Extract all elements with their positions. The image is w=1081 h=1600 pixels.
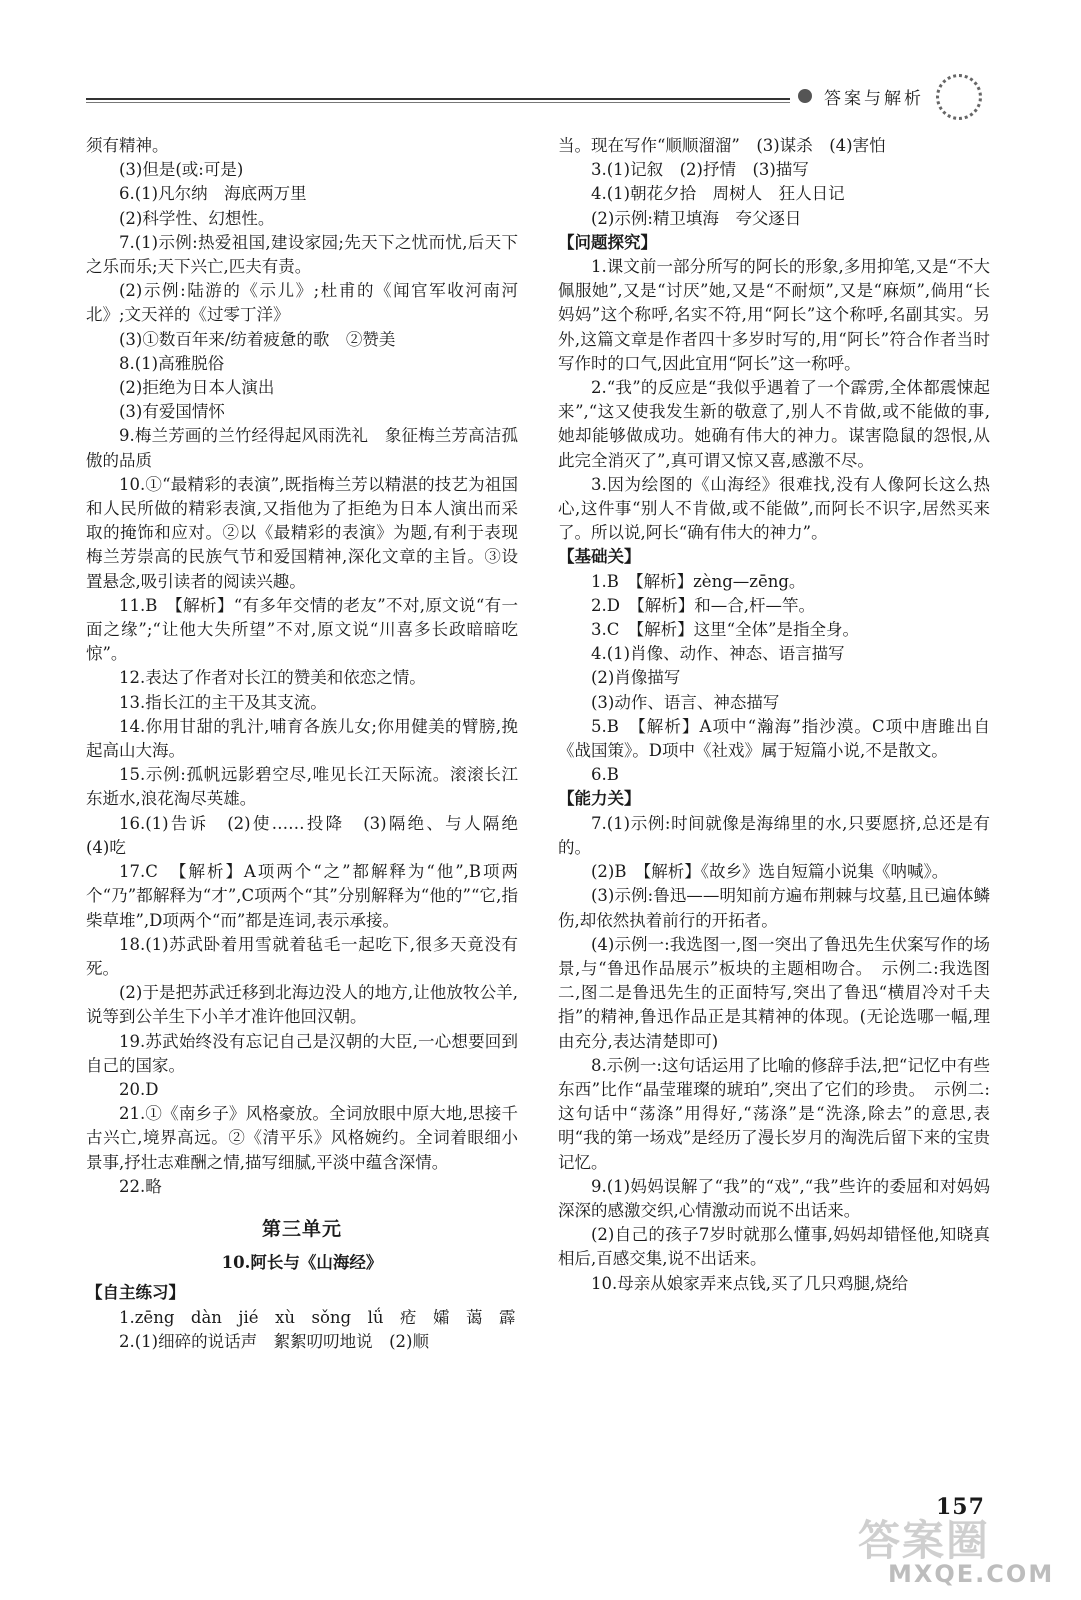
left-column: [86, 134, 535, 1354]
answer-line: (3)有爱国情怀: [119, 402, 225, 422]
answer-line: 9.梅兰芳画的兰竹经得起风雨洗礼 象征梅兰芳高洁孤傲的品质: [86, 426, 518, 470]
page-number: 157: [936, 1494, 985, 1520]
answer-line: 2.“我”的反应是“我似乎遇着了一个霹雳,全体都震悚起来”,“这又使我发生新的敬意了,别人不肯做,或不能做的事,她却能够做成功。她确有伟大的神力。谋害隐鼠的怨恨,从此完全消灭了”,真可谓又惊又喜,感激不尽。: [558, 378, 990, 470]
answer-line: 10.母亲从娘家弄来点钱,买了几只鸡腿,烧给: [591, 1273, 909, 1293]
unit-title: 第三单元: [261, 1217, 342, 1240]
left-tail-answers: [86, 1306, 518, 1354]
answer-line: 1.课文前一部分所写的阿长的形象,多用抑笔,又是“不大佩服她”,又是“讨厌”她,又是“不耐烦”,又是“麻烦”,倘用“长妈妈”这个称呼,名实不符,用“阿长”这个称呼,名副其实。另外,这篇文章是作者四十多岁时写的,用“阿长”符合作者当时写作时的口气,因此宜用“阿长”这一称呼。: [558, 257, 990, 373]
answer-line: 11.B 【解析】“有多年交情的老友”不对,原文说“有一面之缘”;“让他大失所望”不对,原文说“川喜多长政暗暗吃惊”。: [86, 595, 518, 664]
answer-line: (2)B 【解析】《故乡》选自短篇小说集《呐喊》。: [591, 862, 949, 882]
answer-line: 10.①“最精彩的表演”,既指梅兰芳以精湛的技艺为祖国和人民所做的精彩表演,又指他为了拒绝为日本人演出而采取的掩饰和应对。②以《最精彩的表演》为题,有利于表现梅兰芳崇高的民族气节和爱国精神,深化文章的主旨。③设置悬念,吸引读者的阅读兴趣。: [86, 474, 518, 591]
answer-line: 4.(1)朝花夕拾 周树人 狂人日记: [591, 184, 845, 204]
answer-line: 13.指长江的主干及其支流。: [119, 692, 327, 712]
answer-line: 17.C 【解析】A项两个“之”都解释为“他”,B项两个“乃”都解释为“才”,C项两个“其”分别解释为“他的”“它,指柴草堆”,D项两个“而”都是连词,表示承接。: [86, 862, 518, 930]
answer-line: 12.表达了作者对长江的赞美和依恋之情。: [119, 668, 426, 688]
answer-line: 16.(1)告诉 (2)使……投降 (3)隔绝、与人隔绝 (4)吃: [86, 813, 535, 857]
answer-line: 8.(1)高雅脱俗: [119, 353, 225, 373]
answer-line: 2.(1)细碎的说话声 絮絮叨叨地说 (2)顺: [119, 1331, 429, 1351]
answer-line: 19.苏武始终没有忘记自己是汉朝的大臣,一心想要回到自己的国家。: [86, 1031, 518, 1075]
answer-line: 7.(1)示例:热爱祖国,建设家园;先天下之忧而忧,后天下之乐而乐;天下兴亡,匹夫有责。: [86, 232, 518, 277]
answer-line: 3.因为绘图的《山海经》很难找,没有人像阿长这么热心,这件事“别人不肯做,或不能做”,而阿长不识字,居然买来了。所以说,阿长“确有伟大的神力”。: [558, 474, 990, 543]
right-column: [558, 134, 990, 1296]
answer-line: (2)示例:精卫填海 夸父逐日: [591, 208, 802, 228]
answer-line: (2)于是把苏武迁移到北海边没人的地方,让他放牧公羊,说等到公羊生下小羊才准许他回汉朝。: [86, 983, 518, 1027]
answer-line: 3.(1)记叙 (2)抒情 (3)描写: [591, 160, 809, 180]
header-rule: [86, 98, 790, 100]
answer-line: 2.D 【解析】和—合,杆—竿。: [591, 595, 815, 615]
answer-line: 14.你用甘甜的乳汁,哺育各族儿女;你用健美的臂膀,挽起高山大海。: [86, 716, 518, 761]
answer-line: (3)但是(或:可是): [119, 160, 244, 180]
answer-line: 9.(1)妈妈误解了“我”的“戏”,“我”些许的委屈和对妈妈深深的感激交织,心情激动而说不出话来。: [558, 1176, 990, 1220]
answer-line: 21.①《南乡子》风格豪放。全词放眼中原大地,思接千古兴亡,境界高远。②《清平乐》风格婉约。全词着眼细小景事,抒壮志难酬之情,描写细腻,平淡中蕴含深情。: [86, 1104, 518, 1172]
answer-line: 须有精神。: [86, 136, 169, 155]
answer-line: 当。现在写作“顺顺溜溜” (3)谋杀 (4)害怕: [558, 136, 886, 155]
watermark: [858, 1508, 1055, 1590]
answer-line: 18.(1)苏武卧着用雪就着毡毛一起吃下,很多天竟没有死。: [86, 934, 518, 978]
answer-line: 3.C 【解析】这里“全体”是指全身。: [591, 620, 859, 640]
answer-line: 1.B 【解析】zèng—zēng。: [591, 571, 806, 591]
answer-line: 22.略: [119, 1176, 162, 1196]
answer-line: (2)示例:陆游的《示儿》;杜甫的《闻官军收河南河北》;文天祥的《过零丁洋》: [86, 281, 518, 325]
section-heading: 【基础关】: [558, 547, 641, 567]
left-answers: [86, 134, 535, 1199]
answer-line: 6.B: [591, 765, 619, 785]
header-bullet-icon: [798, 89, 812, 103]
answer-line: (2)拒绝为日本人演出: [119, 378, 275, 398]
section-heading: 【能力关】: [558, 789, 641, 809]
answer-line: (2)肖像描写: [591, 668, 681, 688]
answer-line: (2)自己的孩子7岁时就那么懂事,妈妈却错怪他,知晓真相后,百感交集,说不出话来。: [558, 1225, 990, 1269]
answer-line: (2)科学性、幻想性。: [119, 208, 275, 228]
answer-line: 20.D: [119, 1079, 159, 1099]
answer-line: (4)示例一:我选图一,图一突出了鲁迅先生伏案写作的场景,与“鲁迅作品展示”板块的主题相吻合。 示例二:我选图二,图二是鲁迅先生的正面特写,突出了鲁迅“横眉冷对千夫指”的精神,鲁迅作品正是其精神的体现。(无论选哪一幅,理由充分,表达清楚即可): [558, 934, 990, 1051]
answer-line: 5.B 【解析】A项中“瀚海”指沙漠。C项中唐雎出自《战国策》。D项中《社戏》属于短篇小说,不是散文。: [558, 716, 990, 761]
page-header: [86, 82, 998, 112]
answer-line: 1.zēng dàn jié xù sǒng lǘ 疮 孀 蔼 霹: [119, 1307, 516, 1327]
header-rule-thin: [86, 102, 790, 103]
header-title: 答案与解析: [824, 89, 924, 109]
answer-line: (3)动作、语言、神态描写: [591, 692, 780, 712]
header-sun-ornament-icon: [936, 74, 982, 120]
section-heading: 【问题探究】: [558, 232, 657, 252]
answer-line: 7.(1)示例:时间就像是海绵里的水,只要愿挤,总还是有的。: [558, 813, 990, 857]
watermark-url: MXQE.COM: [888, 1560, 1055, 1588]
answer-line: 6.(1)凡尔纳 海底两万里: [119, 184, 307, 204]
answer-line: (3)①数百年来/纺着疲惫的歌 ②赞美: [119, 329, 396, 349]
watermark-logo: 答案圈: [858, 1516, 991, 1565]
answer-line: 8.示例一:这句话运用了比喻的修辞手法,把“记忆中有些东西”比作“晶莹璀璨的琥珀”,突出了它们的珍贵。 示例二:这句话中“荡涤”用得好,“荡涤”是“洗涤,除去”的意思,表明“我的第一场戏”是经历了漫长岁月的淘洗后留下来的宝贵记忆。: [558, 1055, 990, 1172]
section-heading: 【自主练习】: [86, 1283, 185, 1303]
answer-line: (3)示例:鲁迅——明知前方遍布荆棘与坟墓,且已遍体鳞伤,却依然执着前行的开拓者。: [558, 886, 990, 930]
answer-line: 4.(1)肖像、动作、神态、语言描写: [591, 644, 845, 664]
lesson-title: 10.阿长与《山海经》: [221, 1253, 383, 1273]
answer-line: 15.示例:孤帆远影碧空尽,唯见长江天际流。滚滚长江东逝水,浪花淘尽英雄。: [86, 765, 518, 809]
